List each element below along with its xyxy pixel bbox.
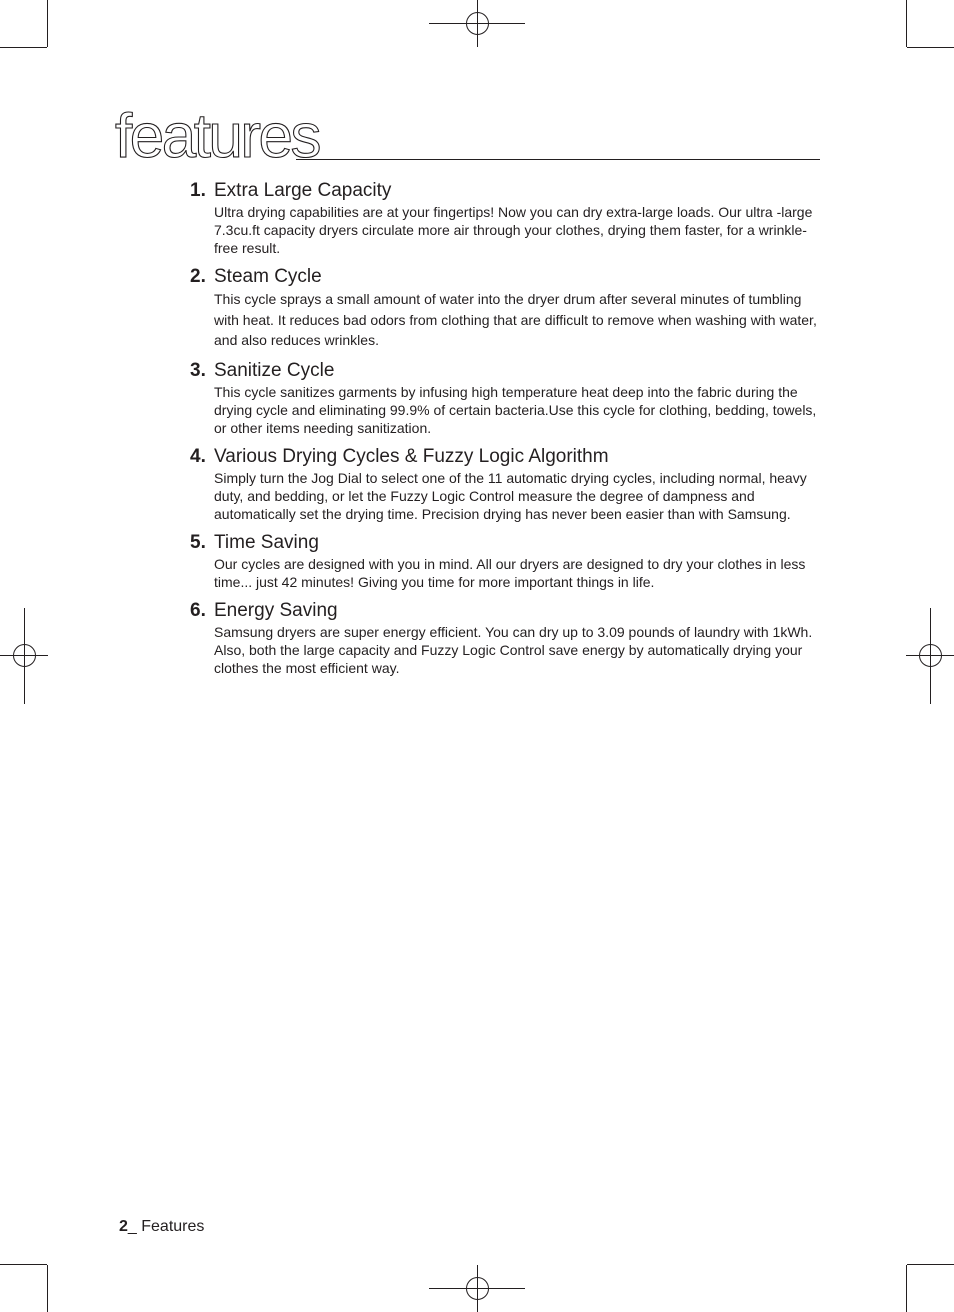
feature-item [190,179,822,257]
feature-description: Samsung dryers are super energy efficient. You can dry up to 3.09 pounds of laundry with 1kWh. Also, both the large capacity and Fuzzy Logic Control save energy by automatically drying your clothes the most efficient way. [214,623,813,676]
feature-heading [190,179,822,203]
feature-item [190,599,822,677]
feature-description: Simply turn the Jog Dial to select one of the 11 automatic drying cycles, including normal, heavy duty, and bedding, or let the Fuzzy Logic Control measure the degree of dampness and automatically set the drying time. Precision drying has never been easier than with Samsung. [214,469,807,522]
feature-heading [190,599,822,623]
feature-number: 5. [190,531,206,553]
feature-number: 6. [190,599,206,621]
feature-number: 3. [190,359,206,381]
feature-item [190,265,822,351]
feature-item [190,359,822,437]
feature-heading [190,359,822,383]
feature-description: Our cycles are designed with you in mind. All our dryers are designed to dry your clothes in less time... just 42 minutes! Giving you time for more important things in life. [214,555,806,590]
page-title: features [115,102,320,171]
feature-title: Steam Cycle [214,266,322,287]
feature-title: Sanitize Cycle [214,359,335,381]
title-rule [296,159,820,160]
feature-heading [190,265,822,289]
feature-title: Time Saving [214,531,319,553]
footer-page-number: 2 [119,1218,128,1235]
feature-item [190,445,822,523]
feature-description: This cycle sanitizes garments by infusing high temperature heat deep into the fabric during the drying cycle and eliminating 99.9% of certain bacteria.Use this cycle for clothing, bedding, towels, or other items needing sanitization. [214,383,817,436]
feature-title: Various Drying Cycles & Fuzzy Logic Algorithm [214,445,609,467]
feature-heading [190,531,822,555]
feature-title: Energy Saving [214,599,338,621]
feature-title: Extra Large Capacity [214,180,392,201]
feature-number: 2. [190,266,206,287]
features-list [190,179,822,685]
page-footer [119,1218,204,1236]
feature-description: Ultra drying capabilities are at your fingertips! Now you can dry extra-large loads. Our ultra -large 7.3cu.ft capacity dryers circulate more air through your clothes, drying them faster, for a wrinkle-free result. [214,204,813,256]
feature-description: This cycle sprays a small amount of water into the dryer drum after several minutes of tumbling with heat. It reduces bad odors from clothing that are difficult to remove when washing with water, and also reduces wrinkles. [214,291,817,348]
feature-item [190,531,822,591]
feature-number: 4. [190,445,206,467]
footer-label: _ Features [127,1218,205,1235]
feature-number: 1. [190,180,206,201]
feature-heading [190,445,822,469]
